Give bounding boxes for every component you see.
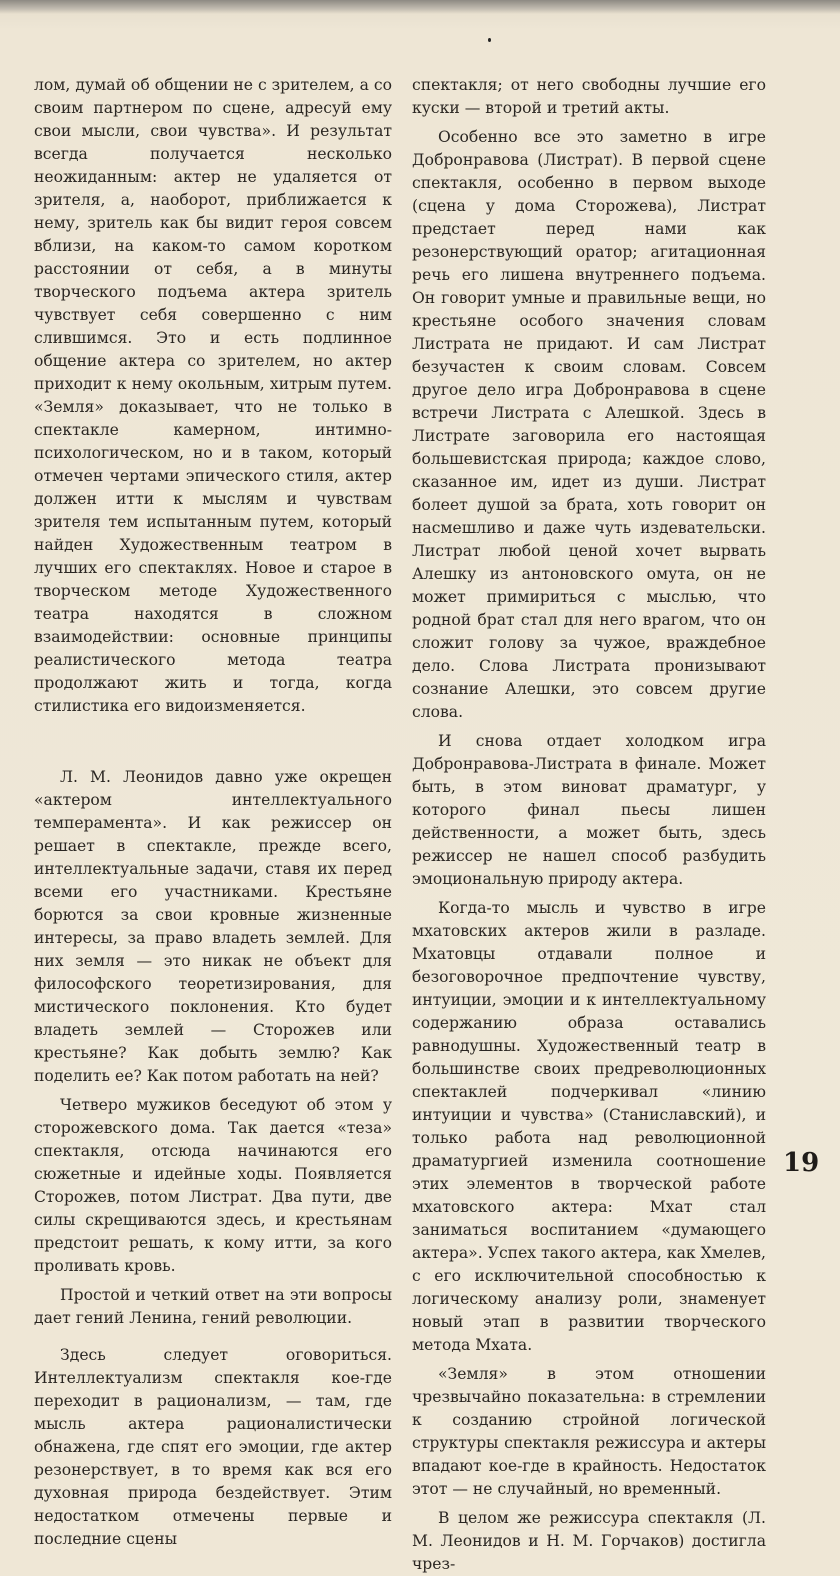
print-speck <box>488 38 491 42</box>
page-top-edge <box>0 0 840 14</box>
paragraph: «Земля» в этом отношении чрезвычайно показательна: в стремлении к созданию стройной логической структуры спектакля режиссура и актеры впадают кое-где в крайность. Недостаток этот — не случайный, но временный. <box>412 1365 766 1498</box>
page-number: 19 <box>783 1148 820 1178</box>
left-column <box>34 74 392 1551</box>
paragraph: Л. М. Леонидов давно уже окрещен «актером интеллектуального темперамента». И как режиссер он решает в спектакле, прежде всего, интеллектуальные задачи, ставя их перед всеми его участниками. Крестьяне борются за свои кровные жизненные интересы, за право владеть землей. Для них земля — это никак не объект для философского теоретизирования, для мистического поклонения. Кто будет владеть землей — Сторожев или крестьяне? Как добыть землю? Как поделить ее? Как потом работать на ней? <box>34 768 392 1085</box>
paragraph: Особенно все это заметно в игре Добронравова (Листрат). В первой сцене спектакля, особенно в первом выходе (сцена у дома Сторожева), Листрат предстает перед нами как резонерствующий оратор; агитационная речь его лишена внутреннего подъема. Он говорит умные и правильные вещи, но крестьяне особого значения словам Листрата не придают. И сам Листрат безучастен к своим словам. Совсем другое дело игра Добронравова в сцене встречи Листрата с Алешкой. Здесь в Листрате заговорила его настоящая большевистская природа; каждое слово, сказанное им, идет из души. Листрат болеет душой за брата, хоть говорит он насмешливо и даже чуть издевательски. Листрат любой ценой хочет вырвать Алешку из антоновского омута, он не может примириться с мыслью, что родной брат стал для него врагом, что он сложит голову за чужое, враждебное дело. Слова Листрата пронизывают сознание Алешки, это совсем другие слова. <box>412 128 766 721</box>
paragraph: В целом же режиссура спектакля (Л. М. Леонидов и Н. М. Горчаков) достигла чрез- <box>412 1509 766 1573</box>
paragraph: спектакля; от него свободны лучшие его куски — второй и третий акты. <box>412 76 766 117</box>
paragraph: Простой и четкий ответ на эти вопросы дает гений Ленина, гений революции. <box>34 1286 392 1327</box>
paragraph: И снова отдает холодком игра Добронравова-Листрата в финале. Может быть, в этом виноват драматург, у которого финал пьесы лишен действенности, а может быть, здесь режиссер не нашел способ разбудить эмоциональную природу актера. <box>412 732 766 888</box>
paragraph: Здесь следует оговориться. Интеллектуализм спектакля кое-где переходит в рационализм, — там, где мысль актера рационалистически обнажена, где спят его эмоции, где актер резонерствует, в то время как вся его духовная природа бездействует. Этим недостатком отмечены первые и последние сцены <box>34 1346 392 1548</box>
paragraph: Четверо мужиков беседуют об этом у сторожевского дома. Так дается «теза» спектакля, отсюда начинаются его сюжетные и идейные ходы. Появляется Сторожев, потом Листрат. Два пути, две силы скрещиваются здесь, и крестьянам предстоит решать, к кому итти, за кого проливать кровь. <box>34 1096 392 1275</box>
right-column <box>412 74 766 1576</box>
paragraph: лом, думай об общении не с зрителем, а со своим партнером по сцене, адресуй ему свои мысли, свои чувства». И результат всегда получается несколько неожиданным: актер не удаляется от зрителя, а, наоборот, приближается к нему, зритель как бы видит героя совсем вблизи, на каком-то самом коротком расстоянии от себя, а в минуты творческого подъема актера зритель чувствует себя совершенно с ним слившимся. Это и есть подлинное общение актера со зрителем, но актер приходит к нему окольным, хитрым путем. «Земля» доказывает, что не только в спектакле камерном, интимно-психологическом, но и в таком, который отмечен чертами эпического стиля, актер должен итти к мыслям и чувствам зрителя тем испытанным путем, который найден Художественным театром в лучших его спектаклях. Новое и старое в творческом методе Художественного театра находятся в сложном взаимодействии: основные принципы реалистического метода театра продолжают жить и тогда, когда стилистика его видоизменяется. <box>34 76 392 715</box>
paragraph: Когда-то мысль и чувство в игре мхатовских актеров жили в разладе. Мхатовцы отдавали полное и безоговорочное предпочтение чувству, интуиции, эмоции и к интеллектуальному содержанию образа оставались равнодушны. Художественный театр в большинстве своих предреволюционных спектаклей подчеркивал «линию интуиции и чувства» (Станиславский), и только работа над революционной драматургией изменила соотношение этих элементов в творческой работе мхатовского актера: Мхат стал заниматься воспитанием «думающего актера». Успех такого актера, как Хмелев, с его исключительной способностью к логическому анализу роли, знаменует новый этап в развитии творческого метода Мхата. <box>412 899 766 1354</box>
